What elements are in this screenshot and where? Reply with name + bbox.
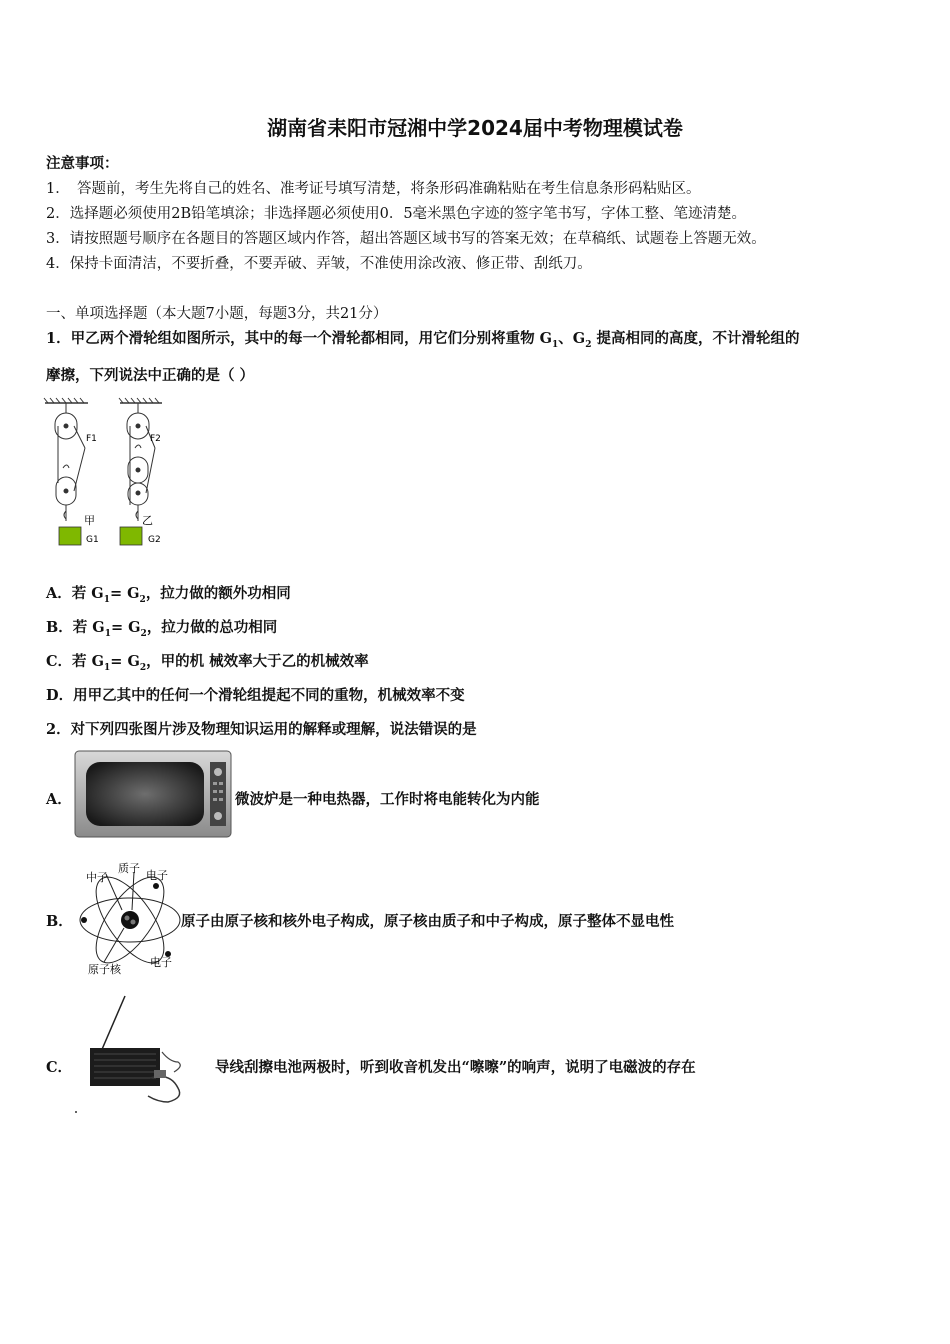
- q2-option-b-text: 原子由原子核和核外电子构成，原子核由质子和中子构成，原子整体不显电性: [181, 913, 674, 930]
- q2-option-c-label: C．: [46, 1059, 73, 1076]
- q1-stem-line2: 摩擦，下列说法中正确的是（ ）: [46, 367, 255, 384]
- label-g1: G1: [86, 535, 99, 545]
- label-jia: 甲: [84, 514, 95, 527]
- page-title: 湖南省耒阳市冠湘中学2024届中考物理模试卷: [267, 116, 683, 140]
- atom-label-proton: 质子: [118, 862, 140, 875]
- atom-label-electron-bottom: 电子: [150, 956, 172, 969]
- q2-option-b-label: B．: [46, 913, 73, 930]
- q2-option-a-text: 微波炉是一种电热器，工作时将电能转化为内能: [235, 791, 540, 808]
- notice-item-2: 2．选择题必须使用2B铅笔填涂；非选择题必须使用0．5毫米黑色字迹的签字笔书写，字体工整、笔迹清楚。: [46, 206, 747, 222]
- atom-diagram: [74, 858, 184, 980]
- weight-g1: [59, 527, 81, 545]
- q1-option-c: C．若 $G_1= G_2$，甲的机 械效率大于乙的机械效率: [46, 653, 369, 673]
- radio-image: [70, 992, 215, 1117]
- q1-option-a: A．若 $G_1= G_2$，拉力做的额外功相同: [46, 585, 291, 605]
- q1-stem-line1: 1．甲乙两个滑轮组如图所示，其中的每一个滑轮都相同，用它们分别将重物 $G_1$、$G_2$ 提高相同的高度，不计滑轮组的: [46, 330, 800, 350]
- microwave-image: [74, 750, 234, 840]
- notice-item-4: 4．保持卡面清洁，不要折叠，不要弄破、弄皱，不准使用涂改液、修正带、刮纸刀。: [46, 256, 592, 272]
- label-yi: 乙: [142, 514, 153, 527]
- label-f2: F2: [150, 434, 161, 444]
- atom-label-neutron: 中子: [86, 871, 108, 884]
- pulley-figure: [40, 393, 170, 553]
- atom-label-electron-top: 电子: [146, 869, 168, 882]
- label-g2: G2: [148, 535, 161, 545]
- label-f1: F1: [86, 434, 97, 444]
- q2-option-a-label: A．: [46, 791, 72, 808]
- section-heading: 一、单项选择题（本大题7小题，每题3分，共21分）: [46, 306, 388, 322]
- notice-heading: 注意事项：: [46, 155, 119, 172]
- notice-item-1: 1． 答题前，考生先将自己的姓名、准考证号填写清楚，将条形码准确粘贴在考生信息条形码粘贴区。: [46, 181, 701, 197]
- q2-option-c-text: 导线刮擦电池两极时，听到收音机发出“嚓嚓”的响声，说明了电磁波的存在: [215, 1059, 696, 1076]
- atom-label-nucleus: 原子核: [88, 963, 121, 976]
- weight-g2: [120, 527, 142, 545]
- q2-stem: 2．对下列四张图片涉及物理知识运用的解释或理解，说法错误的是: [46, 721, 477, 738]
- notice-item-3: 3．请按照题号顺序在各题目的答题区域内作答，超出答题区域书写的答案无效；在草稿纸、试题卷上答题无效。: [46, 231, 766, 247]
- q1-option-d: D．用甲乙其中的任何一个滑轮组提起不同的重物，机械效率不变: [46, 687, 465, 704]
- q1-option-b: B．若 $G_1= G_2$，拉力做的总功相同: [46, 619, 278, 639]
